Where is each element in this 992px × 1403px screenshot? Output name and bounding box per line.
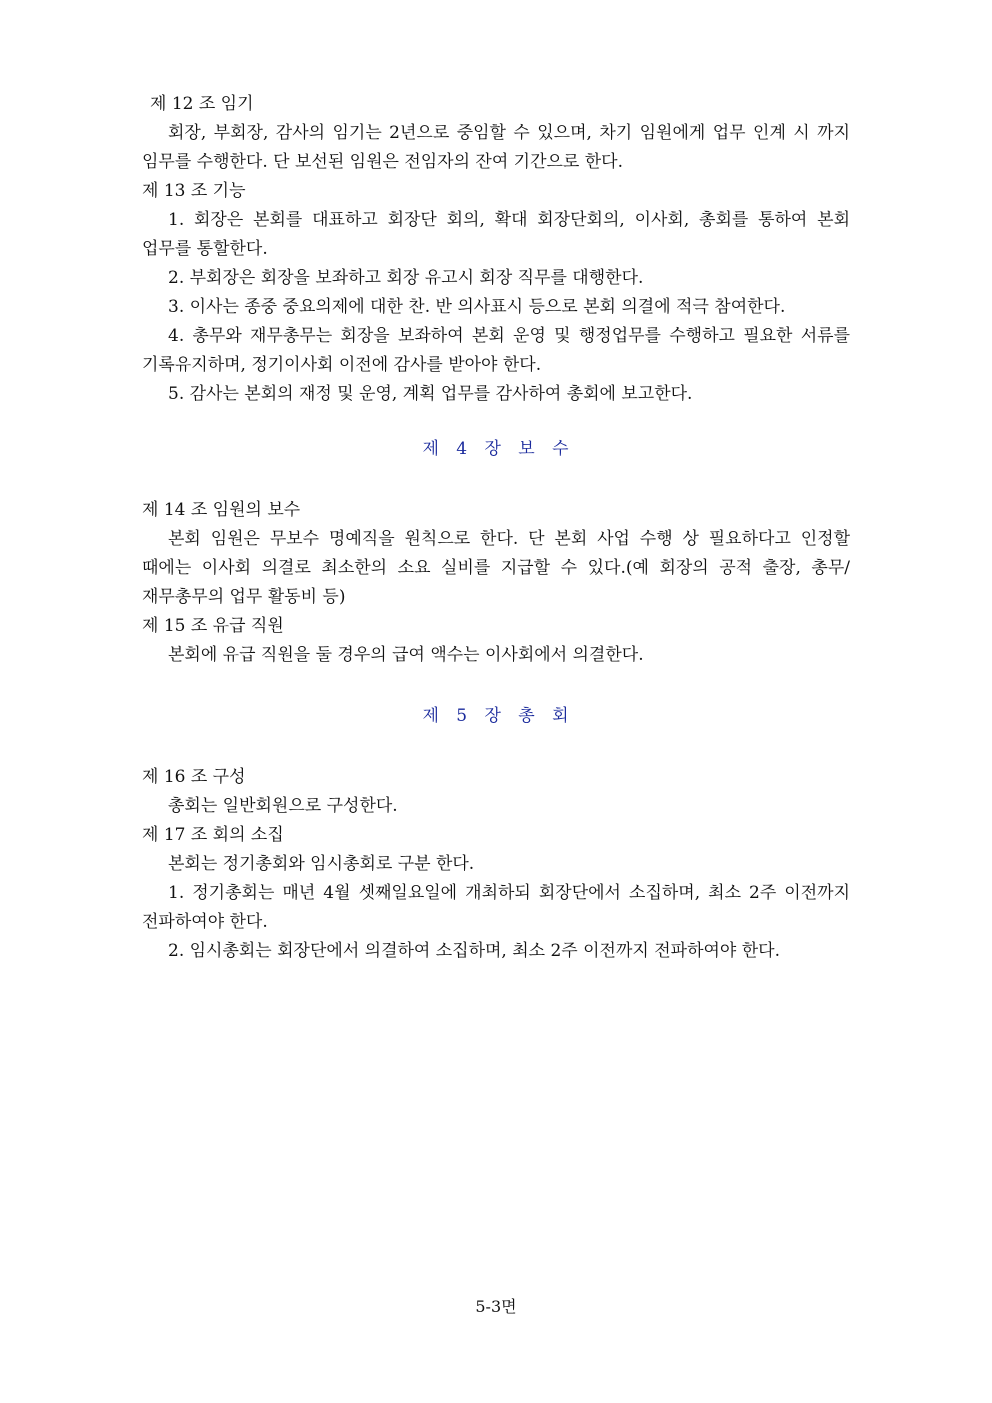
- document-body: [142, 90, 850, 966]
- article-13-item-1: 1. 회장은 본회를 대표하고 회장단 회의, 확대 회장단회의, 이사회, 총회를 통하여 본회 업무를 통할한다.: [142, 210, 850, 259]
- page-number: 5-3면: [475, 1297, 517, 1316]
- chapter-4-title: 제 4 장 보 수: [422, 439, 570, 459]
- article-17-item-1: 1. 정기총회는 매년 4월 셋째일요일에 개최하되 회장단에서 소집하며, 최소 2주 이전까지 전파하여야 한다.: [142, 883, 850, 932]
- article-14-heading: 제 14 조 임원의 보수: [142, 500, 301, 520]
- article-15-text: 본회에 유급 직원을 둘 경우의 급여 액수는 이사회에서 의결한다.: [168, 645, 644, 665]
- article-17-text: 본회는 정기총회와 임시총회로 구분 한다.: [168, 854, 475, 874]
- article-17-item-2: 2. 임시총회는 회장단에서 의결하여 소집하며, 최소 2주 이전까지 전파하여야 한다.: [168, 941, 780, 961]
- article-13-item-5: 5. 감사는 본회의 재정 및 운영, 계획 업무를 감사하여 총회에 보고한다.: [168, 384, 693, 404]
- article-17-heading: 제 17 조 회의 소집: [142, 825, 284, 845]
- article-15-heading: 제 15 조 유급 직원: [142, 616, 284, 636]
- article-13-item-3: 3. 이사는 종중 중요의제에 대한 찬. 반 의사표시 등으로 본회 의결에 적극 참여한다.: [168, 297, 786, 317]
- article-12-heading: 제 12 조 임기: [150, 94, 254, 114]
- article-14-text: 본회 임원은 무보수 명예직을 원칙으로 한다. 단 본회 사업 수행 상 필요하다고 인정할 때에는 이사회 의결로 최소한의 소요 실비를 지급할 수 있다.(예 회장의 공적 출장, 총무/재무총무의 업무 활동비 등): [142, 529, 850, 607]
- article-16-text: 총회는 일반회원으로 구성한다.: [168, 796, 398, 816]
- article-13-heading: 제 13 조 기능: [142, 181, 246, 201]
- article-13-item-4: 4. 총무와 재무총무는 회장을 보좌하여 본회 운영 및 행정업무를 수행하고 필요한 서류를 기록유지하며, 정기이사회 이전에 감사를 받아야 한다.: [142, 326, 850, 375]
- article-12-text: 회장, 부회장, 감사의 임기는 2년으로 중임할 수 있으며, 차기 임원에게 업무 인계 시 까지 임무를 수행한다. 단 보선된 임원은 전임자의 잔여 기간으로 한다.: [142, 123, 850, 172]
- article-13-item-2: 2. 부회장은 회장을 보좌하고 회장 유고시 회장 직무를 대행한다.: [168, 268, 644, 288]
- article-16-heading: 제 16 조 구성: [142, 767, 246, 787]
- chapter-5-title: 제 5 장 총 회: [422, 706, 570, 726]
